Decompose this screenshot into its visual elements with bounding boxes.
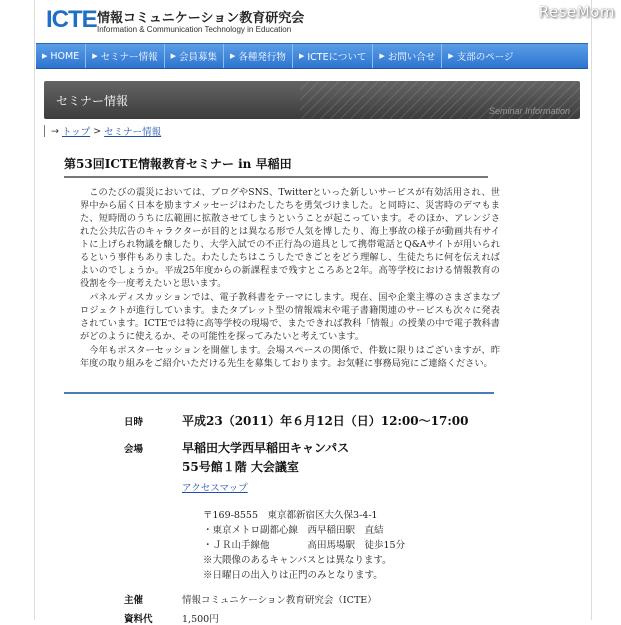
venue-address: 〒169-8555 東京都新宿区大久保3-4-1 xyxy=(203,510,378,521)
nav-label: 各種発行物 xyxy=(238,52,286,63)
fee-value: 1,500円 xyxy=(182,614,219,625)
nav-label: 支部のページ xyxy=(456,52,514,63)
nav-membership[interactable] xyxy=(165,44,224,68)
date-label: 日時 xyxy=(124,417,144,428)
nav-label: セミナー情報 xyxy=(100,52,158,63)
venue-note-1: ※大隈像のあるキャンパスとは異なります。 xyxy=(203,555,392,566)
watermark: ReseMom xyxy=(538,3,615,21)
section-divider xyxy=(64,392,494,394)
nav-arrow-icon: ▶ xyxy=(230,52,236,60)
nav-label: ICTEについて xyxy=(307,52,367,63)
nav-arrow-icon: ▶ xyxy=(448,52,454,60)
org-title: 情報コミュニケーション教育研究会 xyxy=(97,11,305,26)
nav-home[interactable] xyxy=(36,44,86,68)
venue-label: 会場 xyxy=(124,444,144,455)
nav-arrow-icon: ▶ xyxy=(298,52,305,60)
nav-about[interactable] xyxy=(293,44,373,68)
host-label: 主催 xyxy=(124,595,144,606)
route-metro: ・東京メトロ副都心線 西早稲田駅 直結 xyxy=(203,525,384,536)
breadcrumb-current-link[interactable]: セミナー情報 xyxy=(104,127,162,138)
nav-arrow-icon: ▶ xyxy=(92,52,98,60)
breadcrumb-separator: > xyxy=(93,125,102,137)
paragraph: パネルディスカッションでは、電子教科書をテーマにします。現在、国や企業主導のさまざまなプロジェクトが進行しています。またタブレット型の情報端末や電子書籍関連のサービスも次々に発表されています。ICTEでは特に高等学校の現場で、またできれば教科「情報」の授業の中で電子教科書がどのように使えるか、その可能性を探ってみたいと考えています。 xyxy=(80,292,500,342)
nav-label: 会員募集 xyxy=(179,52,218,63)
route-jr: ・ＪＲ山手線他 高田馬場駅 徒歩15分 xyxy=(203,540,406,551)
seminar-description xyxy=(80,186,500,371)
venue-line2: 55号館１階 大会議室 xyxy=(182,460,299,474)
nav-branch[interactable] xyxy=(442,44,519,68)
breadcrumb xyxy=(44,124,161,138)
section-title: 第53回ICTE情報教育セミナー in 早稲田 xyxy=(64,155,488,178)
host-value: 情報コミュニケーション教育研究会（ICTE） xyxy=(182,595,377,606)
breadcrumb-top-link[interactable]: トップ xyxy=(61,127,91,138)
site-logo[interactable]: ICTE xyxy=(46,6,97,33)
nav-label: HOME xyxy=(50,50,80,62)
breadcrumb-arrow-icon: → xyxy=(51,125,59,137)
nav-arrow-icon: ▶ xyxy=(170,52,177,60)
access-map-link[interactable]: アクセスマップ xyxy=(182,483,248,494)
banner-subtitle: Seminar Information xyxy=(488,106,570,116)
date-value: 平成23（2011）年６月12日（日）12:00～17:00 xyxy=(182,414,469,428)
main-nav xyxy=(36,43,588,69)
nav-publications[interactable] xyxy=(224,44,293,68)
fee-label: 資料代 xyxy=(124,614,153,625)
breadcrumb-bar xyxy=(44,125,45,137)
nav-seminar[interactable] xyxy=(86,44,164,68)
nav-arrow-icon: ▶ xyxy=(379,52,385,60)
paragraph: このたびの震災においては、ブログやSNS、Twitterといった新しいサービスが有効活用され、世界中から届く日本を励ますメッセージはわたしたちを勇気づけました。と同時に、災害時のデマもまた、短時間のうちに広範囲に拡散させてしまうということが起こっています。そのほか、アレンジされた公共広告のキャラクターが目的とは異なる形で人気を博したり、海上事故の様子が動画共有サイトに上げられ物議を醸したり、大学入試での不正行為の道具として携帯電話とQ&Aサイトが用いられるという事件もありました。わたしたちはこうしたできごとをどう理解し、生徒たちに何を伝えればよいのでしょうか。平成25年度からの新課程まで残すところあと2年。高等学校における情報教育の役割を今一度考えたいと思います。 xyxy=(80,187,500,289)
page-banner xyxy=(44,81,580,119)
venue-note-2: ※日曜日の出入りは正門のみとなります。 xyxy=(203,570,383,581)
nav-label: お問い合せ xyxy=(387,52,436,63)
venue-line1: 早稲田大学西早稲田キャンパス xyxy=(182,441,350,455)
org-subtitle: Information & Communication Technology in Education xyxy=(97,25,292,34)
paragraph: 今年もポスターセッションを開催します。会場スペースの関係で、件数に限りはございますが、昨年度の取り組みをご紹介いただける先生を募集しております。お気軽に事務局宛にご連絡ください。 xyxy=(80,345,500,369)
nav-arrow-icon: ▶ xyxy=(42,52,48,60)
nav-contact[interactable] xyxy=(373,44,442,68)
banner-title: セミナー情報 xyxy=(56,94,129,108)
